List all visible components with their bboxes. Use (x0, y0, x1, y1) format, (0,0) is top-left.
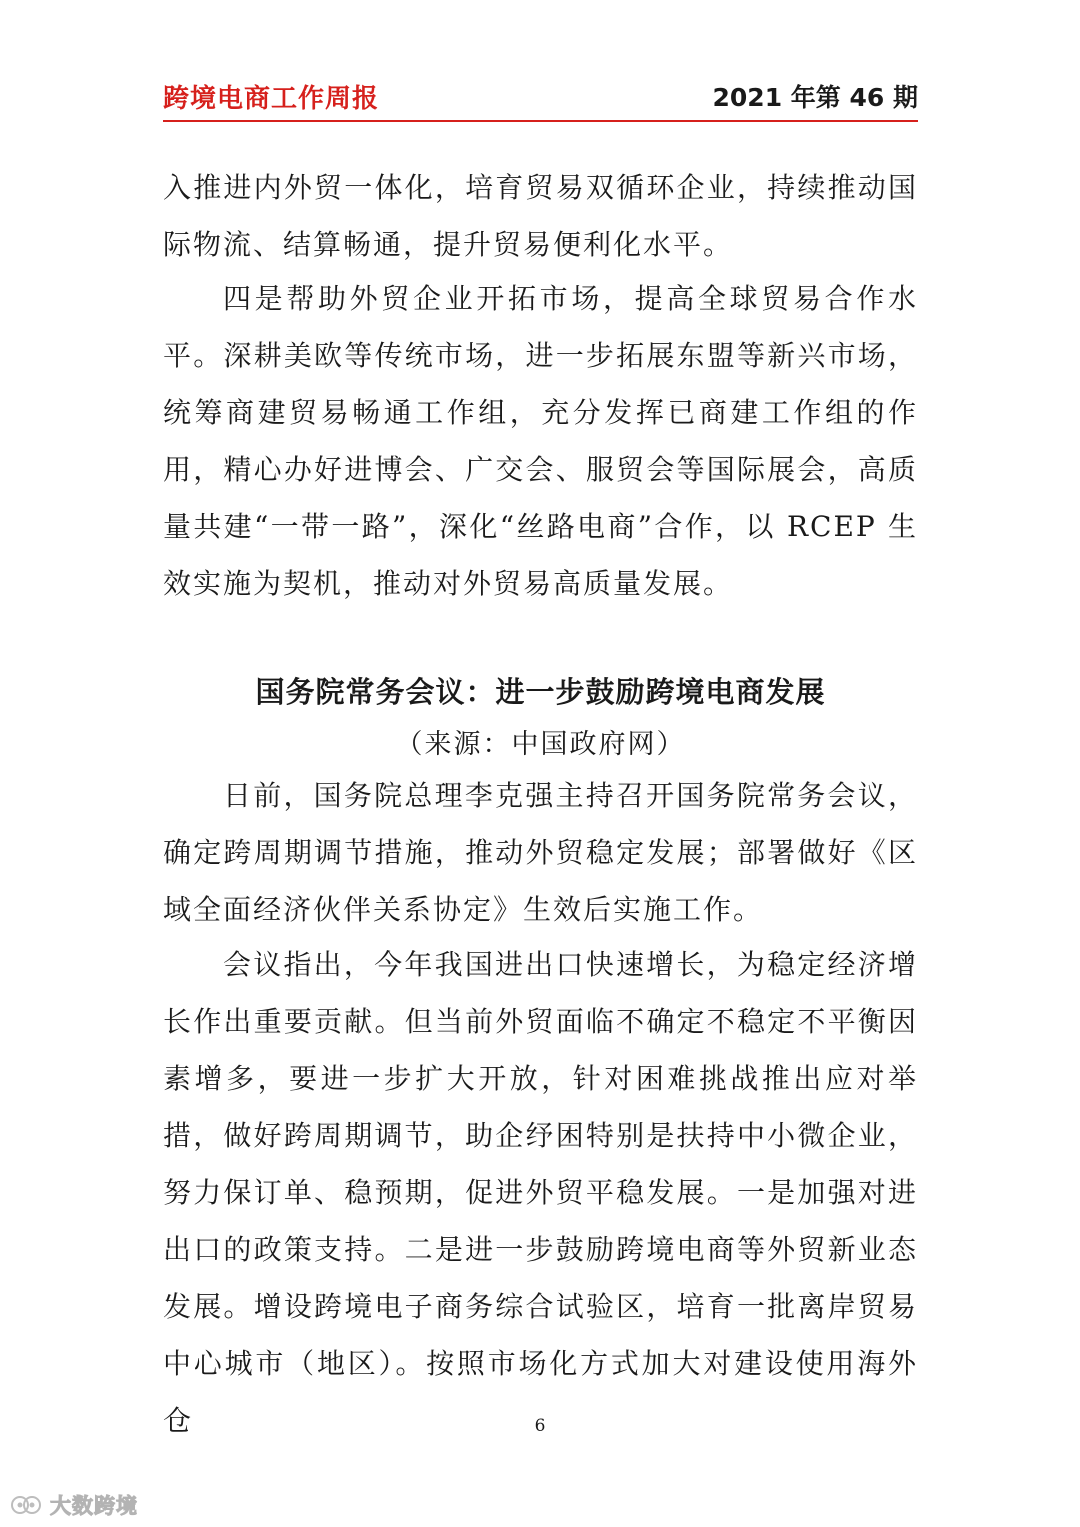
watermark-text: 大数跨境 (50, 1494, 138, 1518)
issue-number: 2021 年第 46 期 (712, 83, 918, 112)
article-source: （来源：中国政府网） (395, 729, 686, 760)
watermark (10, 1491, 138, 1519)
header-divider (163, 120, 918, 122)
article-paragraph-2: 会议指出，今年我国进出口快速增长，为稳定经济增长作出重要贡献。但当前外贸面临不确定不稳定不平衡因素增多，要进一步扩大开放，针对困难挑战推出应对举措，做好跨周期调节，助企纾困特别是扶持中小微企业，努力保订单、稳预期，促进外贸平稳发展。一是加强对进出口的政策支持。二是进一步鼓励跨境电商等外贸新业态发展。增设跨境电子商务综合试验区，培育一批离岸贸易中心城市（地区）。按照市场化方式加大对建设使用海外仓 (163, 948, 918, 1437)
continuation-paragraph: 入推进内外贸一体化，培育贸易双循环企业，持续推动国际物流、结算畅通，提升贸易便利化水平。 (163, 171, 918, 261)
page-number: 6 (534, 1416, 546, 1436)
page-header (163, 74, 918, 118)
watermark-logo-icon (10, 1493, 44, 1517)
article-title: 国务院常务会议：进一步鼓励跨境电商发展 (255, 675, 826, 709)
point-four-paragraph: 四是帮助外贸企业开拓市场，提高全球贸易合作水平。深耕美欧等传统市场，进一步拓展东盟等新兴市场，统筹商建贸易畅通工作组，充分发挥已商建工作组的作用，精心办好进博会、广交会、服贸会等国际展会，高质量共建“一带一路”，深化“丝路电商”合作，以 RCEP 生效实施为契机，推动对外贸易高质量发展。 (163, 282, 918, 600)
report-title: 跨境电商工作周报 (163, 84, 380, 114)
article-paragraph-1: 日前，国务院总理李克强主持召开国务院常务会议，确定跨周期调节措施，推动外贸稳定发展；部署做好《区域全面经济伙伴关系协定》生效后实施工作。 (163, 779, 918, 926)
